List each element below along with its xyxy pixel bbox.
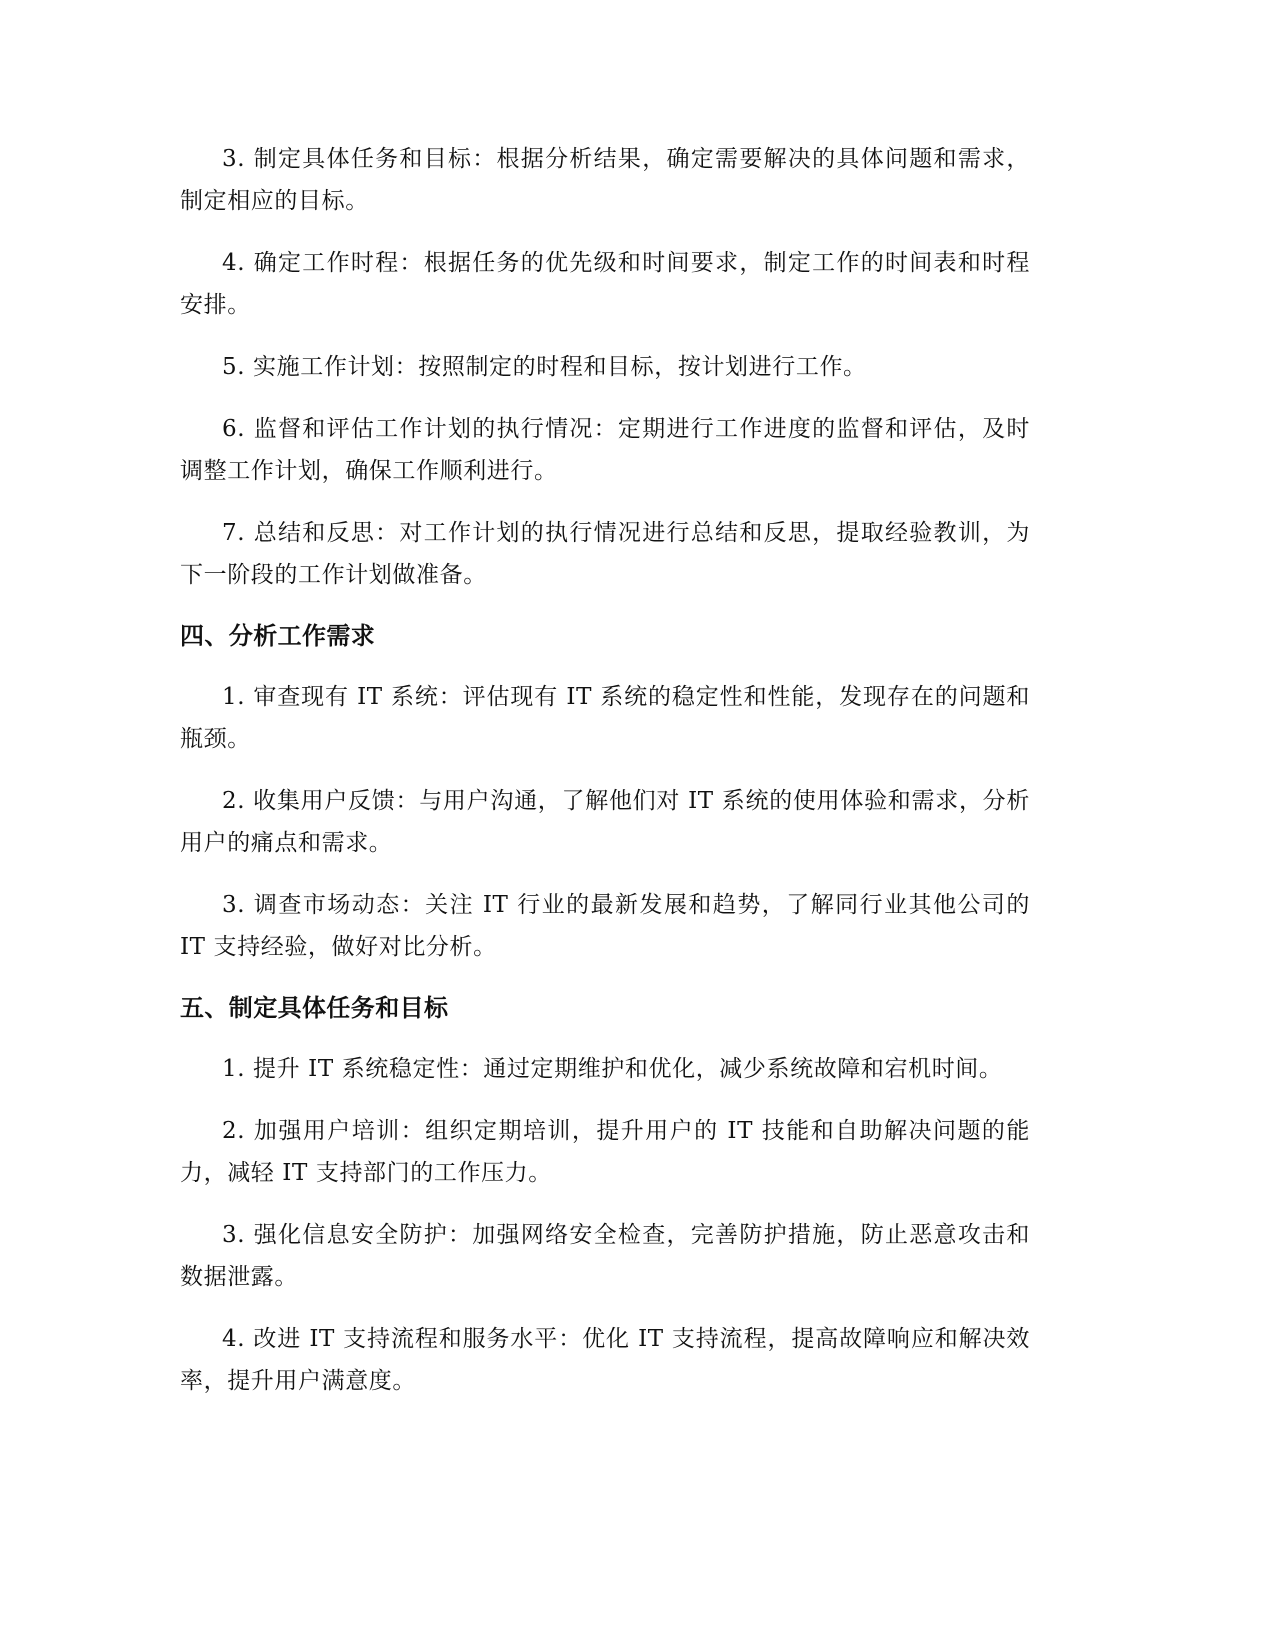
section-five-item-1: 1. 提升 IT 系统稳定性：通过定期维护和优化，减少系统故障和宕机时间。 [222,1056,1003,1082]
section-four-item-1: 1. 审查现有 IT 系统：评估现有 IT 系统的稳定性和性能，发现存在的问题和瓶颈。 [180,684,1030,752]
section-four-item-2: 2. 收集用户反馈：与用户沟通，了解他们对 IT 系统的使用体验和需求，分析用户的痛点和需求。 [180,788,1030,856]
document-body [180,138,1030,1422]
paragraph-item-5: 5. 实施工作计划：按照制定的时程和目标，按计划进行工作。 [222,354,867,380]
section-five-item-3: 3. 强化信息安全防护：加强网络安全检查，完善防护措施，防止恶意攻击和数据泄露。 [180,1222,1030,1290]
paragraph-item-7: 7. 总结和反思：对工作计划的执行情况进行总结和反思，提取经验教训，为下一阶段的工作计划做准备。 [180,520,1030,588]
section-heading-five: 五、制定具体任务和目标 [180,994,449,1022]
paragraph-item-3: 3. 制定具体任务和目标：根据分析结果，确定需要解决的具体问题和需求，制定相应的目标。 [180,146,1030,214]
section-five-item-4: 4. 改进 IT 支持流程和服务水平：优化 IT 支持流程，提高故障响应和解决效率，提升用户满意度。 [180,1326,1030,1394]
section-heading-four: 四、分析工作需求 [180,622,376,650]
section-four-item-3: 3. 调查市场动态：关注 IT 行业的最新发展和趋势，了解同行业其他公司的 IT 支持经验，做好对比分析。 [180,892,1030,960]
paragraph-item-4: 4. 确定工作时程：根据任务的优先级和时间要求，制定工作的时间表和时程安排。 [180,250,1030,318]
paragraph-item-6: 6. 监督和评估工作计划的执行情况：定期进行工作进度的监督和评估，及时调整工作计划，确保工作顺利进行。 [180,416,1030,484]
section-five-item-2: 2. 加强用户培训：组织定期培训，提升用户的 IT 技能和自助解决问题的能力，减轻 IT 支持部门的工作压力。 [180,1118,1030,1186]
